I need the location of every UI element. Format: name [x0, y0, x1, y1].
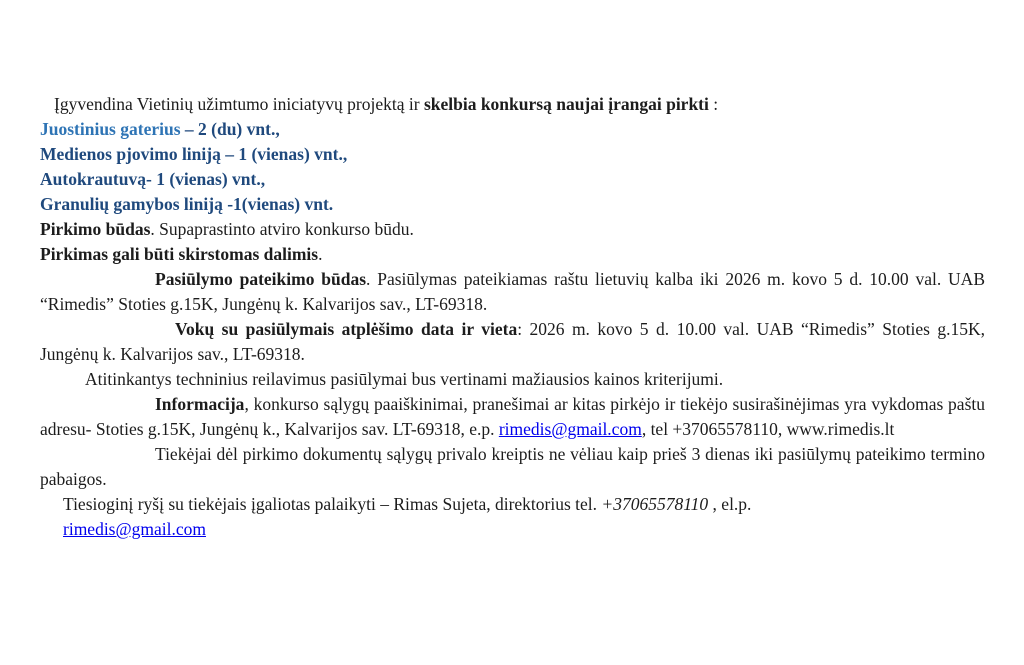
- information-paragraph: [40, 392, 985, 442]
- envelope-opening-label: Vokų su pasiūlymais atplėšimo data ir vieta: [175, 319, 518, 339]
- submission-text: . Pasiūlymas pateikiamas raštu lietuvių kalba iki 2026 m. kovo 5 d. 10.00 val. UAB “Rimedis” Stoties g.15K, Jungėnų k. Kalvarijos sav., LT-69318.: [40, 269, 985, 314]
- director-phone-number: +37065578110: [601, 494, 709, 514]
- purchase-split-paragraph: [40, 242, 985, 267]
- direct-contact-paragraph: [40, 492, 985, 517]
- purchase-method-paragraph: [40, 217, 985, 242]
- direct-contact-tail: , el.p.: [708, 494, 752, 514]
- purchase-split-text: .: [318, 244, 323, 264]
- purchase-method-label: Pirkimo būdas: [40, 219, 151, 239]
- intro-colon: :: [708, 94, 719, 114]
- purchase-split-label: Pirkimas gali būti skirstomas dalimis: [40, 244, 319, 264]
- equipment-item-4: Granulių gamybos liniją -1(vienas) vnt.: [40, 194, 334, 214]
- equipment-item-1: [40, 117, 985, 142]
- evaluation-criteria-paragraph: Atitinkantys techninius reilavimus pasiūlymai bus vertinami mažiausios kainos kriterijumi.: [85, 369, 724, 389]
- envelope-opening-text: : 2026 m. kovo 5 d. 10.00 val. UAB “Rimedis” Stoties g.15K, Jungėnų k. Kalvarijos sav., LT-69318.: [40, 319, 985, 364]
- equipment-item-1-qty: – 2 (du) vnt.,: [184, 119, 280, 139]
- email-link-bottom[interactable]: rimedis@gmail.com: [63, 519, 206, 539]
- information-text-2: , tel +37065578110, www.rimedis.lt: [641, 419, 895, 439]
- submission-label: Pasiūlymo pateikimo būdas: [155, 269, 367, 289]
- equipment-item-1-name: Juostinius gaterius: [40, 119, 185, 139]
- suppliers-deadline-paragraph: Tiekėjai dėl pirkimo dokumentų sąlygų privalo kreiptis ne vėliau kaip prieš 3 dienas iki pasiūlymų pateikimo termino pabaigos.: [40, 444, 985, 489]
- equipment-item-3: Autokrautuvą- 1 (vienas) vnt.,: [40, 169, 266, 189]
- direct-contact-text: Tiesioginį ryšį su tiekėjais įgaliotas palaikyti – Rimas Sujeta, direktorius tel.: [63, 494, 602, 514]
- intro-text: Įgyvendina Vietinių užimtumo iniciatyvų projektą ir: [54, 94, 424, 114]
- equipment-item-2: Medienos pjovimo liniją – 1 (vienas) vnt.,: [40, 144, 348, 164]
- envelope-opening-paragraph: [40, 317, 985, 367]
- intro-announcement-bold: skelbia konkursą naujai įrangai pirkti: [423, 94, 709, 114]
- information-text-1: , konkurso sąlygų paaiškinimai, pranešimai ar kitas pirkėjo ir tiekėjo susirašinėjimas yra vykdomas paštu adresu- Stoties g.15K, Jungėnų k., Kalvarijos sav. LT-69318, e.p.: [40, 394, 985, 439]
- intro-paragraph: [40, 92, 985, 117]
- contact-email-paragraph: [40, 517, 985, 542]
- submission-paragraph: [40, 267, 985, 317]
- purchase-method-text: . Supaprastinto atviro konkurso būdu.: [150, 219, 414, 239]
- information-label: Informacija: [155, 394, 245, 414]
- email-link[interactable]: rimedis@gmail.com: [498, 419, 642, 439]
